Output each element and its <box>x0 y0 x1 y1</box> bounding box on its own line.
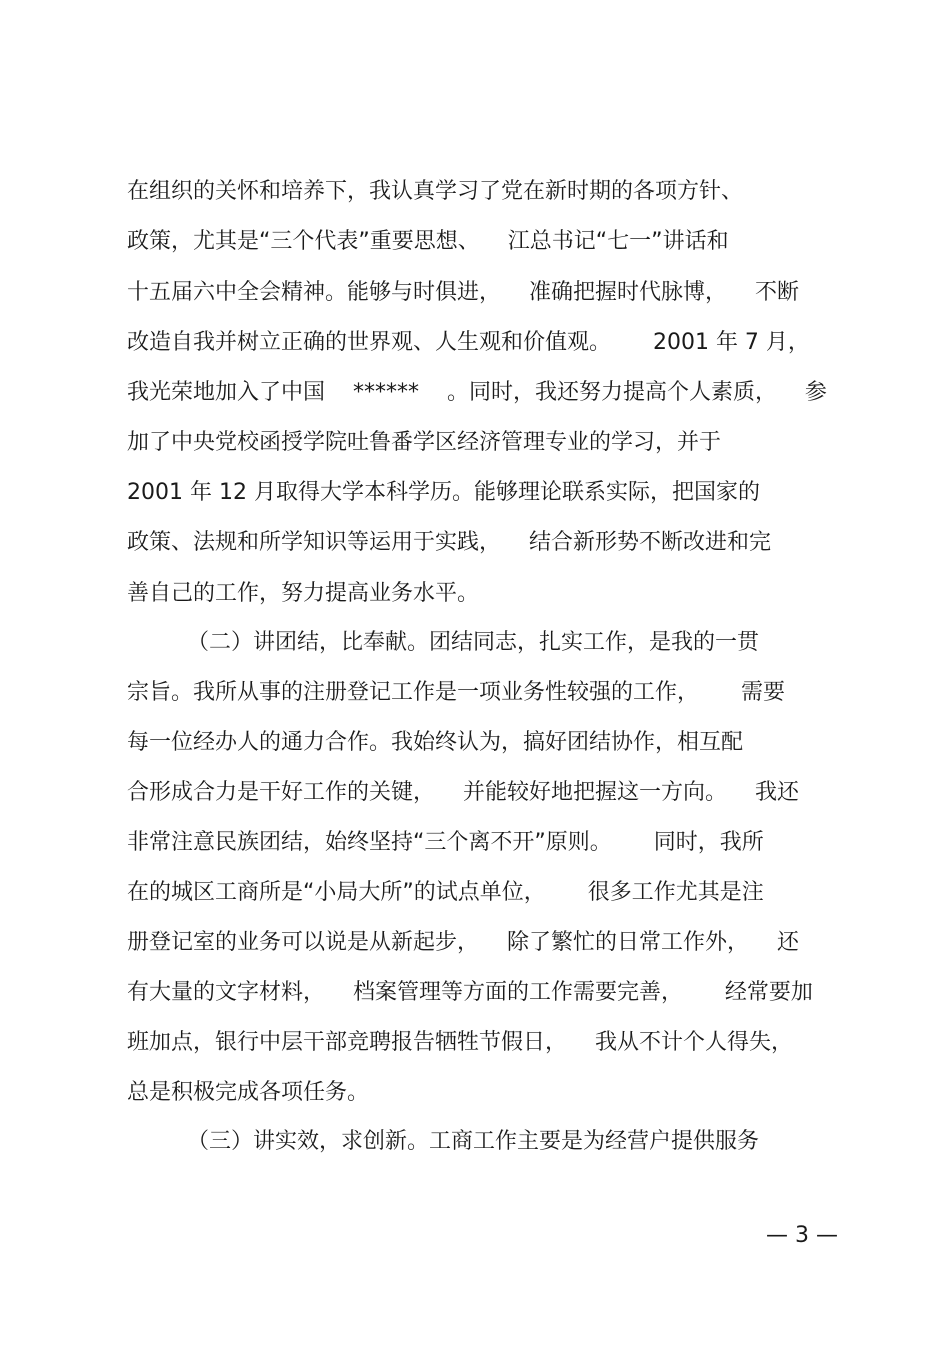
text-line: 册登记室的业务可以说是从新起步， 除了繁忙的日常工作外， 还 <box>127 930 799 955</box>
text-line: 十五届六中全会精神。能够与时俱进， 准确把握时代脉博， 不断 <box>127 280 799 305</box>
page-number: — 3 — <box>766 1223 838 1248</box>
text-line: 总是积极完成各项任务。 <box>127 1080 370 1105</box>
text-line: 政策，尤其是“三个代表”重要思想、 江总书记“七一”讲话和 <box>127 229 729 254</box>
text-line: 加了中央党校函授学院吐鲁番学区经济管理专业的学习，并于 <box>127 430 722 455</box>
text-line: 宗旨。我所从事的注册登记工作是一项业务性较强的工作， 需要 <box>127 680 785 705</box>
text-line: 班加点，银行中层干部竞聘报告牺牲节假日， 我从不计个人得失， <box>127 1030 793 1055</box>
text-line: 政策、法规和所学知识等运用于实践， 结合新形势不断改进和完 <box>127 530 771 555</box>
text-line: 2001 年 12 月取得大学本科学历。能够理论联系实际，把国家的 <box>127 480 760 505</box>
text-line: 改造自我并树立正确的世界观、人生观和价值观。 2001 年 7 月， <box>127 330 810 355</box>
text-line: 非常注意民族团结，始终坚持“三个离不开”原则。 同时，我所 <box>127 830 764 855</box>
paragraph-heading-2: （二）讲团结，比奉献。团结同志，扎实工作，是我的一贯 <box>187 630 760 655</box>
text-line: 在的城区工商所是“小局大所”的试点单位， 很多工作尤其是注 <box>127 880 764 905</box>
text-line: 每一位经办人的通力合作。我始终认为，搞好团结协作，相互配 <box>127 730 744 755</box>
text-line: 在组织的关怀和培养下，我认真学习了党在新时期的各项方针、 <box>127 179 744 204</box>
text-line: 我光荣地加入了中国 ****** 。同时，我还努力提高个人素质， 参 <box>127 380 827 405</box>
text-line: 善自己的工作，努力提高业务水平。 <box>127 581 480 606</box>
paragraph-heading-3: （三）讲实效，求创新。工商工作主要是为经营户提供服务 <box>187 1129 760 1154</box>
text-line: 有大量的文字材料， 档案管理等方面的工作需要完善， 经常要加 <box>127 980 813 1005</box>
text-line: 合形成合力是干好工作的关键， 并能较好地把握这一方向。 我还 <box>127 780 799 805</box>
